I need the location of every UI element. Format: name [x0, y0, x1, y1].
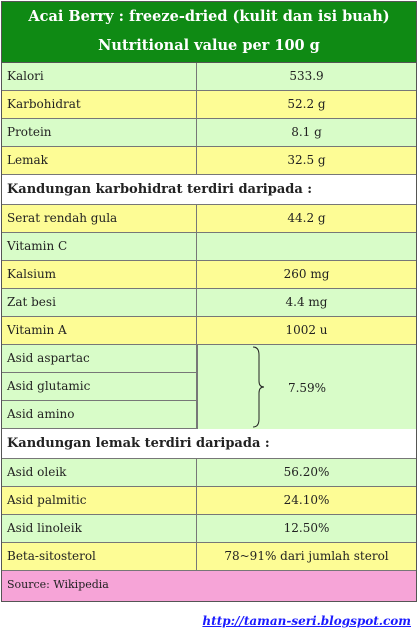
- row-label: Vitamin A: [2, 317, 197, 344]
- blog-link[interactable]: http://taman-seri.blogspot.com: [202, 614, 411, 628]
- table-row: [2, 459, 416, 487]
- table-row: [2, 233, 416, 261]
- row-value: 78~91% dari jumlah sterol: [224, 549, 389, 563]
- row-label: Vitamin C: [2, 233, 197, 260]
- row-value: 1002 u: [285, 323, 328, 337]
- row-label: Lemak: [2, 147, 197, 174]
- row-value: 533.9: [289, 69, 324, 83]
- table-row: [2, 205, 416, 233]
- row-value: 8.1 g: [291, 125, 322, 139]
- row-label: Serat rendah gula: [2, 205, 197, 232]
- row-value: 12.50%: [283, 521, 330, 535]
- table-header: [2, 2, 416, 63]
- source-note: Source: Wikipedia: [2, 571, 416, 601]
- row-label: Beta-sitosterol: [2, 543, 197, 570]
- table-title: Acai Berry : freeze-dried (kulit dan isi buah): [28, 8, 390, 25]
- row-value: 4.4 mg: [285, 295, 328, 309]
- row-value: 260 mg: [283, 267, 330, 281]
- row-label: Karbohidrat: [2, 91, 197, 118]
- row-value: [197, 233, 416, 260]
- merged-value-cell: [197, 345, 416, 429]
- row-value: 32.5 g: [287, 153, 326, 167]
- row-label: Asid palmitic: [2, 487, 197, 514]
- table-row: [2, 515, 416, 543]
- nutrition-table: [1, 1, 417, 602]
- row-label: Asid amino: [2, 401, 197, 428]
- table-row: [2, 543, 416, 571]
- table-row: [2, 317, 416, 345]
- row-value: 24.10%: [283, 493, 330, 507]
- row-label: Asid linoleik: [2, 515, 197, 542]
- row-label: Asid oleik: [2, 459, 197, 486]
- row-label: Kalsium: [2, 261, 197, 288]
- row-label: Asid glutamic: [2, 373, 197, 400]
- table-row: [2, 487, 416, 515]
- table-row: [2, 63, 416, 91]
- table-row: [2, 289, 416, 317]
- table-row: [2, 147, 416, 175]
- table-row: [2, 91, 416, 119]
- row-label: Zat besi: [2, 289, 197, 316]
- row-label: Protein: [2, 119, 197, 146]
- row-label: Kalori: [2, 63, 197, 90]
- section-heading-carbohydrate: Kandungan karbohidrat terdiri daripada :: [2, 175, 416, 205]
- section-heading-fat: Kandungan lemak terdiri daripada :: [2, 429, 416, 459]
- row-value: 52.2 g: [287, 97, 326, 111]
- table-row: [2, 261, 416, 289]
- row-label: Asid aspartac: [2, 345, 197, 372]
- table-row: [2, 119, 416, 147]
- amino-acid-value: 7.59%: [287, 381, 327, 395]
- amino-acid-group: [2, 345, 416, 429]
- table-subtitle: Nutritional value per 100 g: [2, 32, 416, 63]
- row-value: 56.20%: [283, 465, 330, 479]
- row-value: 44.2 g: [287, 211, 326, 225]
